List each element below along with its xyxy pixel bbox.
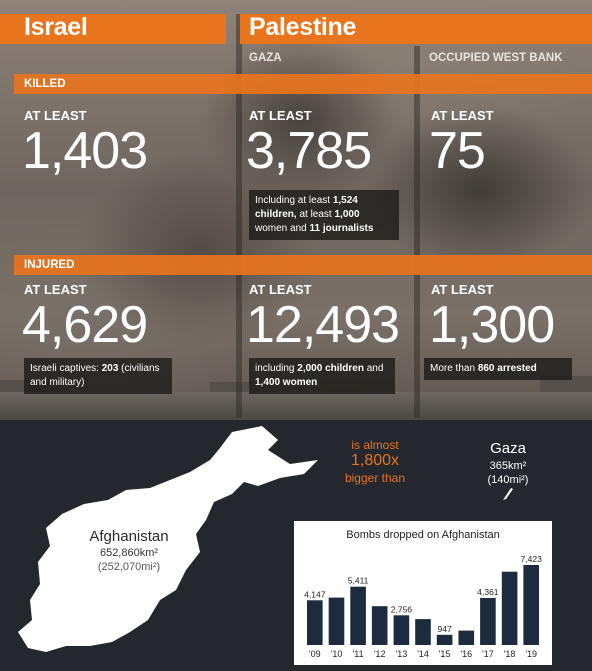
x-tick-label: '09 xyxy=(308,649,321,659)
column-divider xyxy=(414,46,420,418)
x-tick-label: '15 xyxy=(438,649,451,659)
data-label: 7,423 xyxy=(520,554,542,564)
bar-'17 xyxy=(480,598,496,645)
westbank-injured-prefix: AT LEAST xyxy=(431,282,494,297)
note-text: at least xyxy=(296,209,335,220)
is-almost-text: is almost xyxy=(351,438,399,452)
note-text: Including at least xyxy=(255,195,333,206)
palestine-heading: Palestine xyxy=(249,13,357,41)
bar-'16 xyxy=(459,631,475,645)
x-tick-label: '19 xyxy=(525,649,538,659)
bombs-chart-plot xyxy=(294,521,552,665)
afghanistan-name: Afghanistan xyxy=(89,528,169,545)
note-text: Israeli captives: xyxy=(30,363,102,374)
israel-heading: Israel xyxy=(24,13,88,41)
x-tick-label: '18 xyxy=(503,649,516,659)
gaza-label: GAZA xyxy=(249,52,282,64)
afghanistan-map xyxy=(0,420,330,671)
bar-'14 xyxy=(415,619,431,645)
afghanistan-area: 652,860km² xyxy=(99,547,159,559)
injured-label: INJURED xyxy=(24,259,75,271)
gaza-killed-value: 3,785 xyxy=(246,122,372,180)
data-label: 2,756 xyxy=(390,604,413,615)
data-label: 4,361 xyxy=(477,587,499,597)
westbank-label: OCCUPIED WEST BANK xyxy=(429,52,563,64)
gaza-injured-note xyxy=(249,358,395,394)
afghanistan-area-mi: (252,070mi²) xyxy=(97,561,161,573)
note-text: More than xyxy=(430,363,478,374)
westbank-injured-value: 1,300 xyxy=(429,296,555,354)
note-text: and xyxy=(363,363,384,374)
bombs-chart xyxy=(294,521,552,665)
note-text: 2,000 children xyxy=(297,363,364,374)
bar-'11 xyxy=(350,587,366,645)
note-text: 1,400 women xyxy=(255,377,318,388)
injured-bar xyxy=(14,255,592,275)
westbank-killed-prefix: AT LEAST xyxy=(431,108,494,123)
bar-'19 xyxy=(523,565,539,645)
bar-'12 xyxy=(372,606,388,645)
x-tick-label: '12 xyxy=(373,649,386,659)
israel-killed-value: 1,403 xyxy=(22,122,148,180)
data-label: 947 xyxy=(437,623,452,634)
note-text: (civilians and military) xyxy=(30,363,160,388)
note-text: 1,524 children, xyxy=(255,195,358,220)
data-label: 4,147 xyxy=(304,589,326,600)
x-tick-label: '14 xyxy=(417,649,429,659)
chart-title: Bombs dropped on Afghanistan xyxy=(346,529,500,541)
bar-'13 xyxy=(394,615,410,645)
area-comparison-panel xyxy=(0,420,592,671)
gaza-area: 365km² xyxy=(489,460,527,472)
note-text: 860 arrested xyxy=(477,363,537,374)
killed-label: KILLED xyxy=(24,78,66,90)
x-tick-label: '11 xyxy=(352,649,364,659)
note-text: including xyxy=(255,363,298,374)
gaza-name: Gaza xyxy=(490,440,526,457)
gaza-shape-icon xyxy=(500,486,516,502)
israel-killed-prefix: AT LEAST xyxy=(24,108,87,123)
x-tick-label: '16 xyxy=(460,649,473,659)
israel-injured-prefix: AT LEAST xyxy=(24,282,87,297)
bar-'15 xyxy=(437,635,453,645)
ground xyxy=(0,392,592,420)
x-tick-label: '17 xyxy=(482,649,494,659)
data-label: 5,411 xyxy=(347,575,369,586)
gaza-area-mi: (140mi²) xyxy=(487,474,529,486)
gaza-killed-note xyxy=(249,190,399,240)
israel-injured-note xyxy=(24,358,172,394)
bar-'09 xyxy=(307,600,323,645)
gaza-injured-prefix: AT LEAST xyxy=(249,282,312,297)
westbank-injured-note xyxy=(424,358,572,380)
bar-'10 xyxy=(329,598,345,645)
x-tick-label: '10 xyxy=(330,649,343,659)
note-text: women and xyxy=(255,223,310,234)
killed-bar xyxy=(14,74,592,94)
gaza-injured-value: 12,493 xyxy=(246,296,400,354)
israel-injured-value: 4,629 xyxy=(22,296,148,354)
note-text: 1,000 xyxy=(334,209,360,220)
westbank-killed-value: 75 xyxy=(429,122,485,180)
note-text: 203 xyxy=(101,363,119,374)
x-tick-label: '13 xyxy=(395,649,408,659)
bar-'18 xyxy=(502,572,518,645)
multiplier-text: 1,800x xyxy=(350,452,400,469)
gaza-killed-prefix: AT LEAST xyxy=(249,108,312,123)
bigger-than-text: bigger than xyxy=(344,471,406,485)
note-text: 11 journalists xyxy=(309,223,374,234)
